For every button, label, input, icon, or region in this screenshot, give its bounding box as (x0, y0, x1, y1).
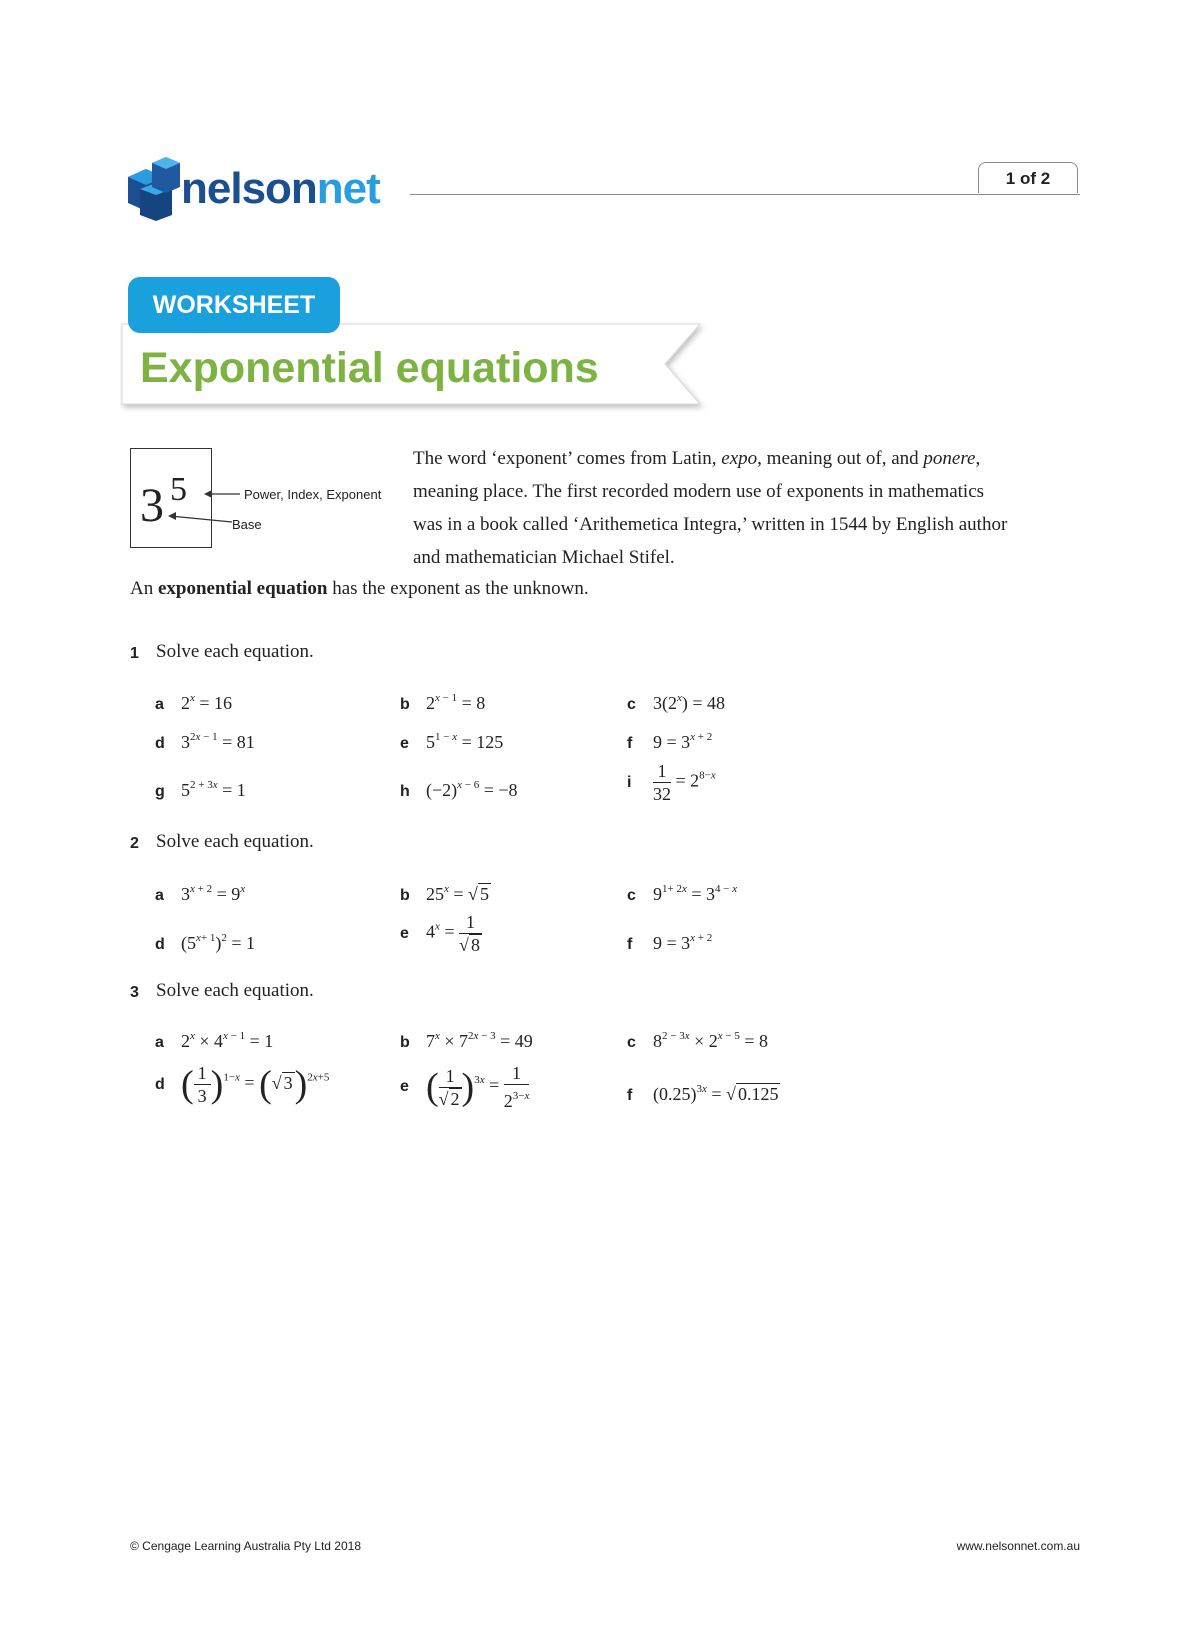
equation-1h: h $(-2)^{x - 6} = -8$ (400, 779, 518, 800)
question-number: 3 (130, 984, 139, 1001)
equation-2e: e $4^x$ = $\frac{1}{√ 8}$ (400, 912, 480, 955)
equation-1c: c $3(2^x) = 48$ (627, 692, 726, 713)
equation-1i: i $\frac{1}{32}$ = $2^{8-x}$ (627, 761, 716, 804)
question-text: Solve each equation. (156, 641, 314, 662)
equation-2b: b $25^x$ = √ 5 (400, 883, 489, 904)
question-text: Solve each equation. (156, 831, 314, 852)
logo-wordmark-part1: nelson (181, 164, 317, 213)
equation-2d: d $(5^{x+ 1})^2 = 1$ (155, 932, 256, 953)
equation-1a: a $2^x = 16$ (155, 692, 233, 713)
worksheet-tab: WORKSHEET (128, 277, 340, 333)
equation-3f: f $(0.25)^{3x}$ = √ 0.125 (627, 1083, 779, 1104)
question-number: 2 (130, 835, 139, 852)
equation-3d: d ( $\frac{1}{3}$ )$^{1-x}$ = (√ 3)$^{2x+5}$ (155, 1063, 330, 1106)
logo-wordmark (181, 161, 380, 217)
equation-3a: a $2^x \times 4^{x - 1} = 1$ (155, 1030, 274, 1051)
question-text: Solve each equation. (156, 980, 314, 1001)
question-number: 1 (130, 645, 139, 662)
diagram-base: 3 (140, 479, 164, 532)
intro-line-3: was in a book called ‘Arithemetica Integra,’ written in 1544 by English author (413, 514, 1008, 535)
intro-line-2: meaning place. The first recorded modern use of exponents in mathematics (413, 481, 985, 502)
equation-1e: e $5^{1 - x} = 125$ (400, 731, 504, 752)
equation-2a: a $3^{x + 2} = 9^x$ (155, 883, 246, 904)
page-indicator: 1 of 2 (978, 162, 1078, 193)
diagram-label-base: Base (232, 517, 262, 532)
equation-3c: c $8^{2 - 3x} \times 2^{x - 5} = 8$ (627, 1030, 769, 1051)
intro-line-4: and mathematician Michael Stifel. (413, 547, 675, 568)
equation-1b: b $2^{x - 1} = 8$ (400, 692, 486, 713)
page-title: Exponential equations (140, 344, 599, 392)
footer-url[interactable]: www.nelsonnet.com.au (956, 1539, 1080, 1553)
definition: An exponential equation has the exponent as the unknown. (130, 578, 589, 599)
diagram-label-power: Power, Index, Exponent (244, 487, 382, 502)
intro-paragraph (413, 442, 1093, 574)
equation-3e: e ( $\frac{1}{√ 2}$ )$^{3x}$ = $\frac{1}{2^{3-x}}$ (400, 1063, 530, 1111)
equation-1d: d $3^{2x - 1} = 81$ (155, 731, 255, 752)
equation-2c: c $9^{1+ 2x} = 3^{4 - x}$ (627, 883, 738, 904)
header-rule (410, 194, 1080, 195)
intro-line-1: The word ‘exponent’ comes from Latin, expo, meaning out of, and ponere, (413, 448, 981, 469)
equation-3b: b $7^x \times 7^{2x - 3} = 49$ (400, 1030, 533, 1051)
diagram-exponent: 5 (170, 471, 187, 508)
diagram-arrows-icon (160, 480, 240, 540)
logo-wordmark-part2: net (316, 164, 380, 213)
equation-2f: f $9 = 3^{x + 2}$ (627, 932, 713, 953)
footer-copyright: © Cengage Learning Australia Pty Ltd 2018 (130, 1539, 361, 1553)
equation-1f: f $9 = 3^{x + 2}$ (627, 731, 713, 752)
equation-1g: g $5^{2 + 3x} = 1$ (155, 779, 246, 800)
